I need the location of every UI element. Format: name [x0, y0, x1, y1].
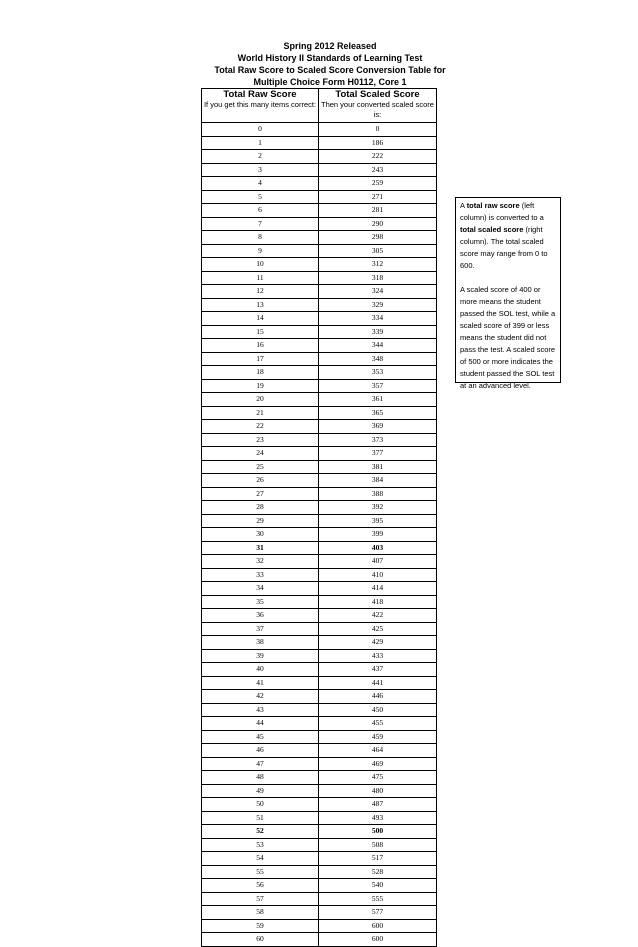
table-row: [202, 420, 437, 434]
raw-score-cell: 32: [202, 555, 319, 569]
raw-score-cell: 20: [202, 393, 319, 407]
raw-score-cell: 41: [202, 676, 319, 690]
table-row: [202, 906, 437, 920]
note-text: (left column) is converted to a: [460, 201, 544, 222]
table-row: [202, 568, 437, 582]
scaled-score-cell: 305: [319, 244, 437, 258]
table-row: [202, 676, 437, 690]
raw-score-cell: 46: [202, 744, 319, 758]
doc-title-line-3: Total Raw Score to Scaled Score Conversion Table for: [214, 65, 446, 75]
raw-score-cell: 21: [202, 406, 319, 420]
scaled-score-cell: 243: [319, 163, 437, 177]
raw-score-cell: 28: [202, 501, 319, 515]
note-paragraph-1: [460, 200, 556, 272]
scaled-score-cell: 455: [319, 717, 437, 731]
table-row: [202, 258, 437, 272]
scaled-score-cell: 369: [319, 420, 437, 434]
table-row: [202, 312, 437, 326]
raw-score-cell: 55: [202, 865, 319, 879]
scaled-score-cell: 186: [319, 136, 437, 150]
table-row: [202, 541, 437, 555]
raw-score-cell: 17: [202, 352, 319, 366]
raw-score-cell: 52: [202, 825, 319, 839]
scaled-score-cell: 329: [319, 298, 437, 312]
table-row: [202, 217, 437, 231]
scaled-score-cell: 517: [319, 852, 437, 866]
table-row: [202, 285, 437, 299]
scaled-score-cell: 441: [319, 676, 437, 690]
raw-score-cell: 51: [202, 811, 319, 825]
scaled-score-cell: 600: [319, 919, 437, 933]
scaled-score-column-header: Total Scaled Score: [319, 89, 437, 101]
raw-score-cell: 27: [202, 487, 319, 501]
table-row: [202, 636, 437, 650]
raw-score-cell: 47: [202, 757, 319, 771]
raw-score-cell: 38: [202, 636, 319, 650]
scaled-score-cell: 344: [319, 339, 437, 353]
raw-score-cell: 4: [202, 177, 319, 191]
scaled-score-cell: 381: [319, 460, 437, 474]
raw-score-cell: 30: [202, 528, 319, 542]
scaled-score-column-subheader: Then your converted scaled score is:: [319, 100, 437, 123]
table-row: [202, 798, 437, 812]
table-row: [202, 271, 437, 285]
raw-score-cell: 18: [202, 366, 319, 380]
scaled-score-cell: 271: [319, 190, 437, 204]
raw-score-cell: 43: [202, 703, 319, 717]
scaled-score-cell: 361: [319, 393, 437, 407]
scaled-score-cell: 0: [319, 123, 437, 137]
table-row: [202, 298, 437, 312]
table-row: [202, 757, 437, 771]
table-row: [202, 771, 437, 785]
table-row: [202, 784, 437, 798]
score-conversion-table: [201, 88, 437, 947]
scaled-score-cell: 395: [319, 514, 437, 528]
raw-score-cell: 25: [202, 460, 319, 474]
raw-score-cell: 53: [202, 838, 319, 852]
raw-score-cell: 31: [202, 541, 319, 555]
table-row: [202, 838, 437, 852]
table-row: [202, 204, 437, 218]
table-row: [202, 811, 437, 825]
scaled-score-cell: 377: [319, 447, 437, 461]
scaled-score-cell: 403: [319, 541, 437, 555]
doc-title-line-1: Spring 2012 Released: [283, 41, 377, 51]
table-row: [202, 919, 437, 933]
table-row: [202, 150, 437, 164]
scaled-score-cell: 414: [319, 582, 437, 596]
doc-title-line-4: Multiple Choice Form H0112, Core 1: [253, 77, 407, 87]
table-row: [202, 663, 437, 677]
table-row: [202, 190, 437, 204]
scaled-score-cell: 422: [319, 609, 437, 623]
note-text: (right column). The total scaled score may range from 0 to 600.: [460, 225, 548, 270]
raw-score-cell: 60: [202, 933, 319, 947]
explanation-note-box: [455, 197, 561, 390]
table-row: [202, 447, 437, 461]
scaled-score-cell: 577: [319, 906, 437, 920]
scaled-score-cell: 450: [319, 703, 437, 717]
raw-score-cell: 36: [202, 609, 319, 623]
table-row: [202, 514, 437, 528]
scaled-score-cell: 339: [319, 325, 437, 339]
scaled-score-cell: 357: [319, 379, 437, 393]
scaled-score-cell: 418: [319, 595, 437, 609]
scaled-score-cell: 312: [319, 258, 437, 272]
raw-score-cell: 33: [202, 568, 319, 582]
table-row: [202, 582, 437, 596]
scaled-score-cell: 407: [319, 555, 437, 569]
scaled-score-cell: 429: [319, 636, 437, 650]
table-row: [202, 879, 437, 893]
table-row: [202, 487, 437, 501]
table-row: [202, 595, 437, 609]
scaled-score-cell: 388: [319, 487, 437, 501]
raw-score-cell: 9: [202, 244, 319, 258]
raw-score-cell: 54: [202, 852, 319, 866]
note-term-scaled-score: total scaled score: [460, 225, 524, 234]
scaled-score-cell: 500: [319, 825, 437, 839]
raw-score-cell: 56: [202, 879, 319, 893]
table-row: [202, 231, 437, 245]
scaled-score-cell: 459: [319, 730, 437, 744]
raw-score-cell: 15: [202, 325, 319, 339]
raw-score-cell: 0: [202, 123, 319, 137]
raw-score-cell: 19: [202, 379, 319, 393]
scaled-score-cell: 540: [319, 879, 437, 893]
raw-score-cell: 13: [202, 298, 319, 312]
scaled-score-cell: 487: [319, 798, 437, 812]
scaled-score-cell: 348: [319, 352, 437, 366]
table-row: [202, 163, 437, 177]
score-table-body: [202, 123, 437, 947]
table-row: [202, 933, 437, 947]
note-text: A: [460, 201, 467, 210]
raw-score-cell: 57: [202, 892, 319, 906]
raw-score-cell: 14: [202, 312, 319, 326]
raw-score-cell: 44: [202, 717, 319, 731]
scaled-score-cell: 425: [319, 622, 437, 636]
table-row: [202, 474, 437, 488]
scaled-score-cell: 437: [319, 663, 437, 677]
scaled-score-cell: 528: [319, 865, 437, 879]
note-paragraph-2: A scaled score of 400 or more means the student passed the SOL test, while a scaled score of 399 or less means the student did not pass the test. A scaled score of 500 or more indicates the student passed the SOL test at an advanced level.: [460, 285, 556, 390]
table-row: [202, 393, 437, 407]
table-row: [202, 339, 437, 353]
raw-score-cell: 23: [202, 433, 319, 447]
table-row: [202, 177, 437, 191]
table-row: [202, 123, 437, 137]
raw-score-column-header: Total Raw Score: [202, 89, 319, 101]
table-row: [202, 717, 437, 731]
scaled-score-cell: 365: [319, 406, 437, 420]
raw-score-column-subheader: If you get this many items correct:: [202, 100, 319, 123]
scaled-score-cell: 475: [319, 771, 437, 785]
raw-score-cell: 8: [202, 231, 319, 245]
scaled-score-cell: 384: [319, 474, 437, 488]
raw-score-cell: 1: [202, 136, 319, 150]
table-row: [202, 379, 437, 393]
raw-score-cell: 16: [202, 339, 319, 353]
scaled-score-cell: 334: [319, 312, 437, 326]
scaled-score-cell: 508: [319, 838, 437, 852]
table-row: [202, 406, 437, 420]
doc-title-line-2: World History II Standards of Learning Test: [237, 53, 423, 63]
table-row: [202, 622, 437, 636]
raw-score-cell: 24: [202, 447, 319, 461]
table-row: [202, 244, 437, 258]
raw-score-cell: 35: [202, 595, 319, 609]
scaled-score-cell: 480: [319, 784, 437, 798]
table-row: [202, 366, 437, 380]
table-row: [202, 892, 437, 906]
scaled-score-cell: 469: [319, 757, 437, 771]
raw-score-cell: 58: [202, 906, 319, 920]
table-row: [202, 649, 437, 663]
raw-score-cell: 5: [202, 190, 319, 204]
raw-score-cell: 3: [202, 163, 319, 177]
table-row: [202, 825, 437, 839]
table-row: [202, 703, 437, 717]
raw-score-cell: 11: [202, 271, 319, 285]
table-row: [202, 325, 437, 339]
table-row: [202, 352, 437, 366]
scaled-score-cell: 318: [319, 271, 437, 285]
raw-score-cell: 59: [202, 919, 319, 933]
raw-score-cell: 48: [202, 771, 319, 785]
table-row: [202, 501, 437, 515]
scaled-score-cell: 410: [319, 568, 437, 582]
raw-score-cell: 39: [202, 649, 319, 663]
scaled-score-cell: 493: [319, 811, 437, 825]
scaled-score-cell: 446: [319, 690, 437, 704]
scaled-score-cell: 600: [319, 933, 437, 947]
scaled-score-cell: 373: [319, 433, 437, 447]
table-row: [202, 865, 437, 879]
table-row: [202, 528, 437, 542]
scaled-score-cell: 298: [319, 231, 437, 245]
raw-score-cell: 12: [202, 285, 319, 299]
scaled-score-cell: 464: [319, 744, 437, 758]
raw-score-cell: 2: [202, 150, 319, 164]
note-term-raw-score: total raw score: [466, 201, 520, 210]
raw-score-cell: 34: [202, 582, 319, 596]
table-row: [202, 852, 437, 866]
scaled-score-cell: 353: [319, 366, 437, 380]
raw-score-cell: 29: [202, 514, 319, 528]
table-row: [202, 136, 437, 150]
scaled-score-cell: 222: [319, 150, 437, 164]
scaled-score-cell: 281: [319, 204, 437, 218]
table-row: [202, 730, 437, 744]
raw-score-cell: 10: [202, 258, 319, 272]
scaled-score-cell: 392: [319, 501, 437, 515]
raw-score-cell: 50: [202, 798, 319, 812]
table-row: [202, 690, 437, 704]
scaled-score-cell: 259: [319, 177, 437, 191]
raw-score-cell: 26: [202, 474, 319, 488]
table-row: [202, 433, 437, 447]
table-row: [202, 609, 437, 623]
scaled-score-cell: 324: [319, 285, 437, 299]
raw-score-cell: 42: [202, 690, 319, 704]
raw-score-cell: 7: [202, 217, 319, 231]
raw-score-cell: 22: [202, 420, 319, 434]
raw-score-cell: 6: [202, 204, 319, 218]
raw-score-cell: 37: [202, 622, 319, 636]
scaled-score-cell: 290: [319, 217, 437, 231]
table-row: [202, 555, 437, 569]
raw-score-cell: 40: [202, 663, 319, 677]
table-row: [202, 460, 437, 474]
scaled-score-cell: 555: [319, 892, 437, 906]
scaled-score-cell: 433: [319, 649, 437, 663]
raw-score-cell: 49: [202, 784, 319, 798]
table-row: [202, 744, 437, 758]
raw-score-cell: 45: [202, 730, 319, 744]
scaled-score-cell: 399: [319, 528, 437, 542]
